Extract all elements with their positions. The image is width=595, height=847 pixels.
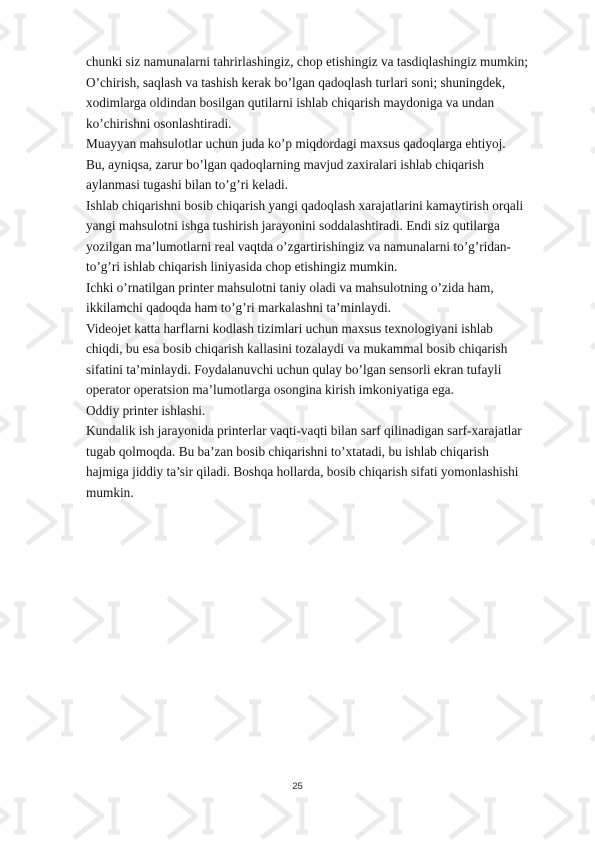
watermark-motif [356,794,402,838]
watermark-motif [497,696,543,740]
watermark-motif [215,500,261,544]
watermark-motif [262,10,308,54]
watermark-motif [215,696,261,740]
page-number: 25 [292,781,303,792]
document-body [86,52,556,503]
watermark-motif [0,598,26,642]
text-line: O’chirish, saqlash va tashish kerak bo’lgan qadoqlash turlari soni; shuningdek, [86,74,506,90]
watermark-motif [309,696,355,740]
watermark-motif [0,402,26,446]
watermark-motif [0,794,26,838]
text-line: ikkilamchi qadoqda ham to’g’ri markalashni ta’minlaydi. [86,300,392,315]
watermark-motif [403,500,449,544]
watermark-motif [121,696,167,740]
watermark-motif [544,10,590,54]
watermark-motif [450,10,496,54]
text-line: operator operatsion ma’lumotlarga osongina kirish imkoniyatiga ega. [86,382,454,397]
watermark-motif [262,794,308,838]
watermark-motif [74,794,120,838]
watermark-motif [168,10,214,54]
watermark-motif [497,500,543,544]
text-line: sifatini ta’minlaydi. Foydalanuvchi uchun qulay bo’lgan sensorli ekran tufayli [86,361,502,377]
watermark-motif [27,696,73,740]
watermark-motif [168,598,214,642]
watermark-motif [450,794,496,838]
text-line: hajmiga jiddiy ta’sir qiladi. Boshqa hollarda, bosib chiqarish sifati yomonlashishi [86,464,519,479]
text-line: Bu, ayniqsa, zarur bo’lgan qadoqlarning mavjud zaxiralari ishlab chiqarish [86,156,485,172]
text-line: aylanmasi tugashi bilan to’g’ri keladi. [86,177,288,192]
watermark-motif [591,108,595,152]
watermark-motif [591,696,595,740]
text-line: to’g’ri ishlab chiqarish liniyasida chop etishingiz mumkin. [86,259,398,274]
watermark-motif [27,500,73,544]
watermark-motif [544,794,590,838]
text-line: mumkin. [86,484,134,500]
text-line: xodimlarga oldindan bosilgan qutilarni ishlab chiqarish maydoniga va undan [86,95,495,110]
watermark-motif [356,10,402,54]
text-line: ko’chirishni osonlashtiradi. [86,115,232,131]
text-line: Ichki o’rnatilgan printer mahsulotni taniy oladi va mahsulotning o’zida ham, [86,279,494,295]
watermark-motif [450,598,496,642]
watermark-motif [74,10,120,54]
text-line: chiqdi, bu esa bosib chiqarish kallasini tozalaydi va mukammal bosib chiqarish [86,341,508,356]
watermark-motif [168,794,214,838]
text-line: tugab qolmoqda. Bu ba’zan bosib chiqarishni to’xtatadi, bu ishlab chiqarish [86,443,489,459]
watermark-motif [591,304,595,348]
watermark-motif [27,108,73,152]
text-line: yangi mahsulotni ishga tushirish jarayonini soddalashtiradi. Endi siz qutilarga [86,218,500,233]
watermark-motif [27,304,73,348]
text-line: Videojet katta harflarni kodlash tizimlari uchun maxsus texnologiyani ishlab [86,320,493,336]
watermark-motif [262,598,308,642]
watermark-motif [544,598,590,642]
watermark-motif [121,500,167,544]
text-line: Kundalik ish jarayonida printerlar vaqti-vaqti bilan sarf qilinadigan sarf-xarajatlar [86,423,522,438]
watermark-motif [309,500,355,544]
watermark-motif [0,206,26,250]
text-line: Oddiy printer ishlashi. [86,402,206,418]
text-line: yozilgan ma’lumotlarni real vaqtda o’zgartirishingiz va namunalarni to’g’ridan- [86,238,511,254]
text-line: Muayyan mahsulotlar uchun juda ko’p miqdordagi maxsus qadoqlarga ehtiyoj. [86,136,506,151]
watermark-motif [591,500,595,544]
watermark-motif [356,598,402,642]
text-line: Ishlab chiqarishni bosib chiqarish yangi qadoqlash xarajatlarini kamaytirish orqali [86,197,524,213]
watermark-motif [74,598,120,642]
watermark-motif [403,696,449,740]
watermark-motif [0,10,26,54]
text-line: chunki siz namunalarni tahrirlashingiz, chop etishingiz va tasdiqlashingiz mumkin; [86,54,529,69]
